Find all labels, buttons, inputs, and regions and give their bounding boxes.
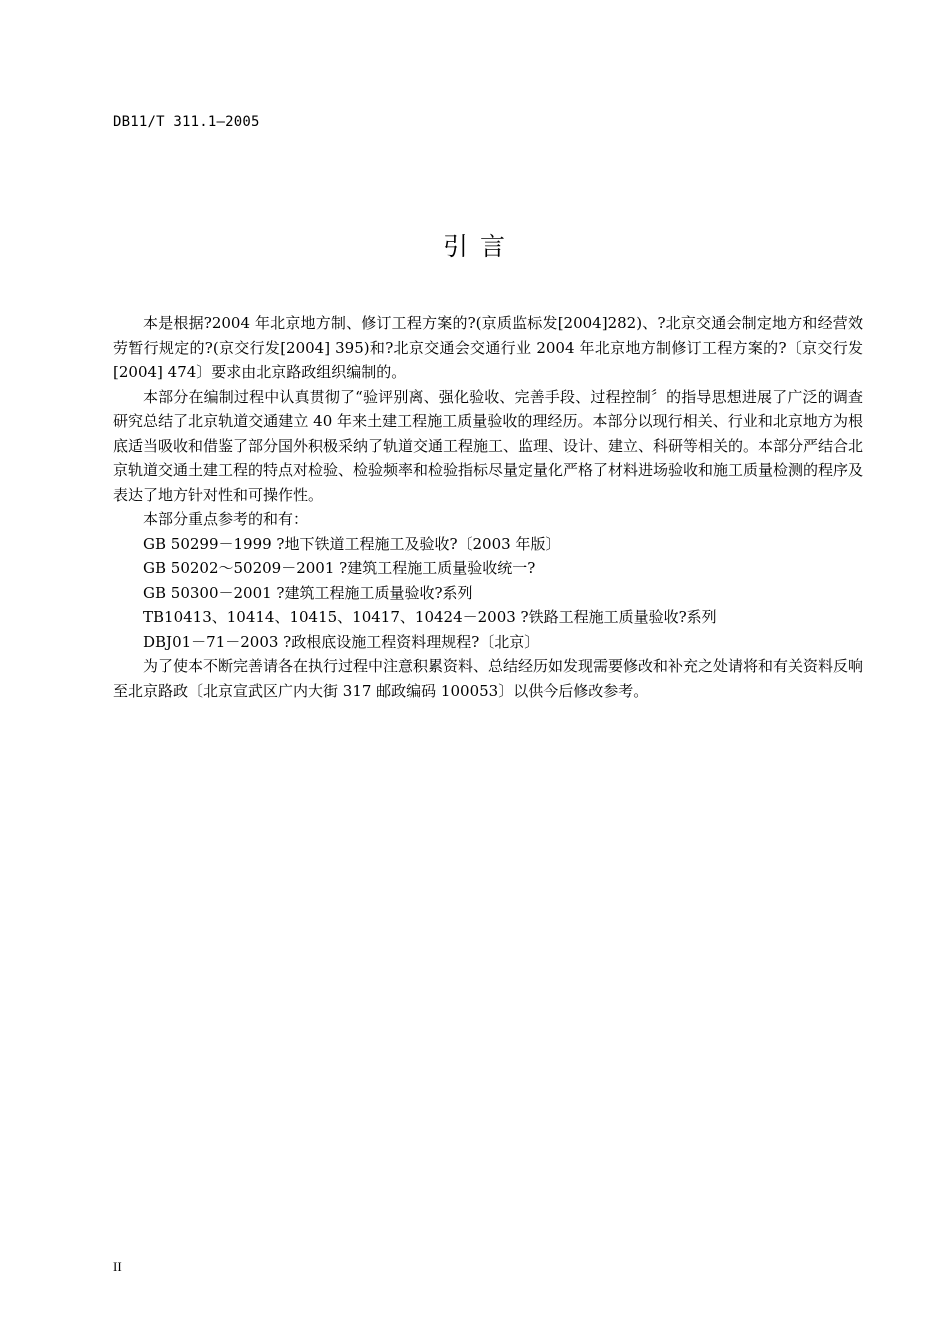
reference-item: GB 50300－2001 ?建筑工程施工质量验收?系列 <box>143 583 473 602</box>
reference-item: GB 50202～50209－2001 ?建筑工程施工质量验收统一? <box>143 559 536 577</box>
body-text <box>113 311 863 703</box>
reference-item: GB 50299－1999 ?地下铁道工程施工及验收?〔2003 年版〕 <box>143 534 561 553</box>
document-code: DB11/T 311.1—2005 <box>113 114 260 130</box>
page-number: II <box>113 1259 122 1274</box>
paragraph-references-intro: 本部分重点参考的和有： <box>143 510 309 528</box>
paragraph-compilation: 本部分在编制过程中认真贯彻了“验评别离、强化验收、完善手段、过程控制〞的指导思想进展了广泛的调查研究总结了北京轨道交通建立 40 年来土建工程施工质量验收的理经历。本部分以现行相关、行业和北京地方为根底适当吸收和借鉴了部分国外积极采纳了轨道交通工程施工、监理、设计、建立、科研等相关的。本部分严结合北京轨道交通土建工程的特点对检验、检验频率和检验指标尽量定量化严格了材料进场验收和施工质量检测的程序及表达了地方针对性和可操作性。 <box>113 387 864 504</box>
paragraph-basis: 本是根据?2004 年北京地方制、修订工程方案的?(京质监标发[2004]282)、?北京交通会制定地方和经营效劳暂行规定的?(京交行发[2004] 395)和?北京交通会交通行业 2004 年北京地方制修订工程方案的?〔京交行发[2004] 474〕要求由北京路政组织编制的。 <box>113 314 863 381</box>
reference-item: DBJ01－71－2003 ?政根底设施工程资料理规程?〔北京〕 <box>143 632 540 651</box>
paragraph-feedback: 为了使本不断完善请各在执行过程中注意积累资料、总结经历如发现需要修改和补充之处请将和有关资料反响至北京路政〔北京宣武区广内大街 317 邮政编码 100053〕以供今后修改参考。 <box>113 657 864 700</box>
section-title: 引 言 <box>443 232 507 261</box>
reference-item: TB10413、10414、10415、10417、10424－2003 ?铁路工程施工质量验收?系列 <box>143 608 717 626</box>
